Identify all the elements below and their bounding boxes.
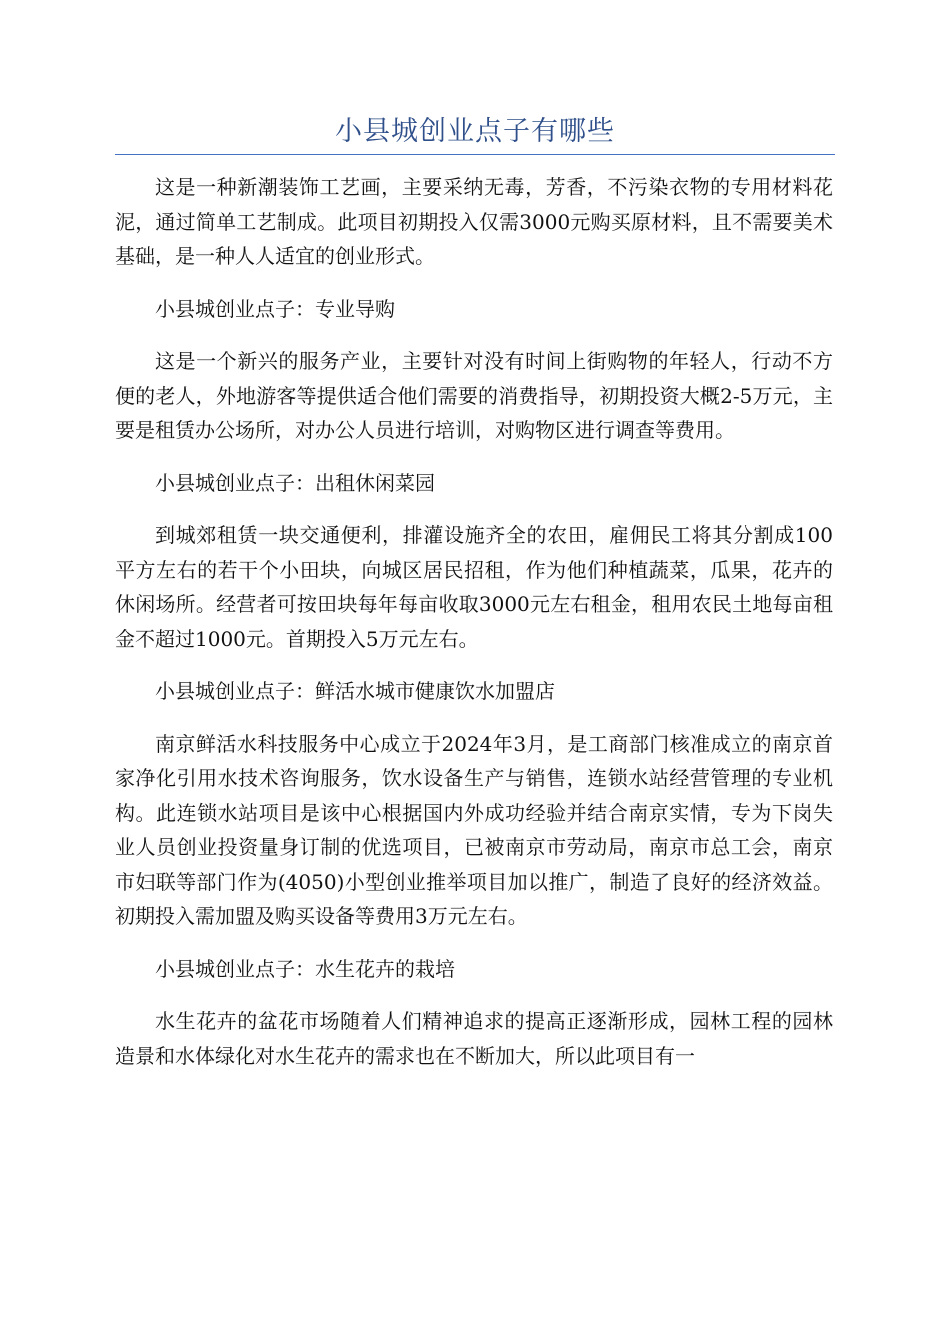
paragraph-water-franchise: 南京鲜活水科技服务中心成立于2024年3月，是工商部门核准成立的南京首家净化引用水技术咨询服务，饮水设备生产与销售，连锁水站经营管理的专业机构。此连锁水站项目是该中心根据国内外成功经验并结合南京实情，专为下岗失业人员创业投资量身订制的优选项目，已被南京市劳动局，南京市总工会，南京市妇联等部门作为(4050)小型创业推举项目加以推广，制造了良好的经济效益。初期投入需加盟及购买设备等费用3万元左右。 [115, 731, 833, 928]
title-underline [115, 154, 835, 155]
section-heading-water-franchise: 小县城创业点子：鲜活水城市健康饮水加盟店 [155, 679, 555, 703]
section-heading-vegetable-garden: 小县城创业点子：出租休闲菜园 [155, 470, 435, 495]
paragraph-aquatic-flowers: 水生花卉的盆花市场随着人们精神追求的提高正逐渐形成，园林工程的园林造景和水体绿化对水生花卉的需求也在不断加大，所以此项目有一 [115, 1009, 833, 1068]
section-heading-aquatic-flowers: 小县城创业点子：水生花卉的栽培 [155, 956, 455, 981]
paragraph-shopping-guide: 这是一个新兴的服务产业，主要针对没有时间上街购物的年轻人，行动不方便的老人，外地游客等提供适合他们需要的消费指导，初期投资大概2-5万元，主要是租赁办公场所，对办公人员进行培训，对购物区进行调查等费用。 [115, 349, 833, 442]
section-heading-shopping-guide: 小县城创业点子：专业导购 [155, 296, 395, 321]
document-title: 小县城创业点子有哪些 [335, 116, 615, 147]
document-body [115, 170, 833, 1091]
paragraph-vegetable-garden: 到城郊租赁一块交通便利，排灌设施齐全的农田，雇佣民工将其分割成100平方左右的若干个小田块，向城区居民招租，作为他们种植蔬菜，瓜果，花卉的休闲场所。经营者可按田块每年每亩收取3000元左右租金，租用农民土地每亩租金不超过1000元。首期投入5万元左右。 [115, 523, 833, 651]
paragraph-intro: 这是一种新潮装饰工艺画，主要采纳无毒，芳香，不污染衣物的专用材料花泥，通过简单工艺制成。此项目初期投入仅需3000元购买原材料，且不需要美术基础，是一种人人适宜的创业形式。 [115, 175, 833, 268]
